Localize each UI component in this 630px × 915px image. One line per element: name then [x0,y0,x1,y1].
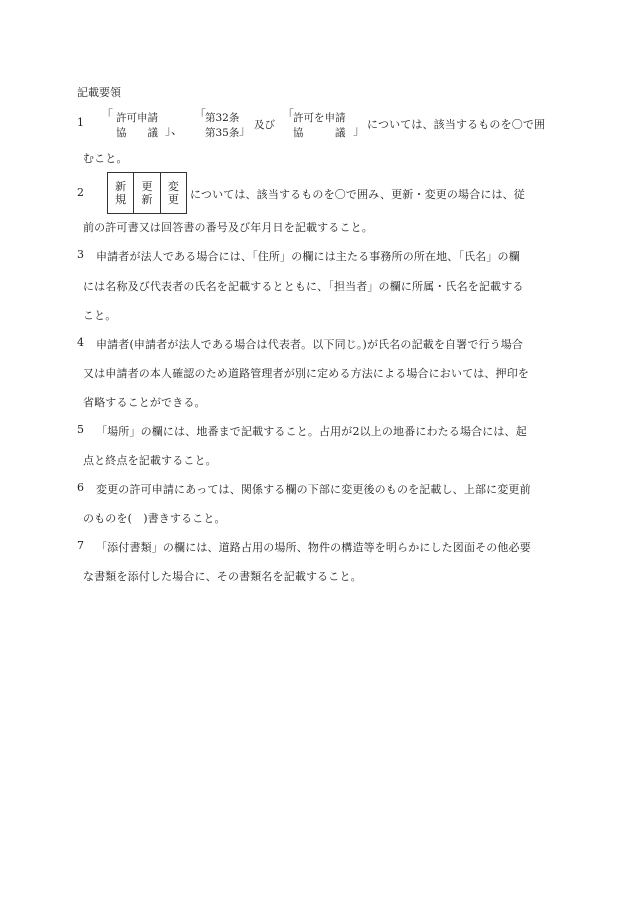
item-4-number: 4 [77,336,84,349]
item-4-line-1: 申請者(申請者が法人である場合は代表者。以下同じ。)が氏名の記載を自署で行う場合 [96,338,524,351]
category-cell-change-top: 変 [167,180,179,193]
page-title: 記載要領 [77,86,121,99]
item-6-line-2: のものを( )書きすること。 [83,512,226,525]
item-1-group-1-top: 許可申請 [116,112,158,124]
item-3-line-1: 申請者が法人である場合には、「住所」の欄には主たる事務所の所在地、「氏名」の欄 [96,250,520,263]
item-5-line-2: 点と終点を記載すること。 [83,454,217,467]
item-2-number: 2 [77,186,84,199]
category-cell-change-bottom: 更 [167,193,179,206]
item-1-text-line-2: むこと。 [83,152,128,165]
item-5-number: 5 [77,423,84,436]
item-7-number: 7 [77,539,84,552]
item-1-group-3-open: 「 [282,108,295,122]
category-box [107,172,187,214]
category-cell-renew [133,173,159,213]
item-1-group-3-top: 許可を申請 [293,112,346,124]
item-4-line-2: 又は申請者の本人確認のため道路管理者が別に定める方法による場合においては、押印を [83,367,529,380]
category-cell-new [108,173,133,213]
item-1-group-3-bottom: 協 議 [293,127,346,139]
category-cell-change [160,173,186,213]
item-1-joiner: 及び [254,119,275,131]
item-1-group-2-bottom: 第35条 [205,127,240,139]
item-2-text-line-1: については、該当するものを〇で囲み、更新・変更の場合には、従 [190,188,525,201]
category-cell-new-bottom: 規 [115,193,127,206]
category-cell-renew-bottom: 新 [141,193,153,206]
item-3-line-3: こと。 [83,309,117,322]
item-1-number: 1 [77,116,84,129]
item-3-number: 3 [77,248,84,261]
item-3-line-2: には名称及び代表者の氏名を記載するとともに、「担当者」の欄に所属・氏名を記載する [83,280,524,293]
item-7-line-2: な書類を添付した場合に、その書類名を記載すること。 [83,570,362,583]
item-6-number: 6 [77,481,84,494]
item-5-line-1: 「場所」の欄には、地番まで記載すること。占用が2以上の地番にわたる場合には、起 [96,425,527,438]
item-1-group-1-bottom: 協 議 [116,127,158,139]
item-6-line-1: 変更の許可申請にあっては、関係する欄の下部に変更後のものを記載し、上部に変更前 [96,483,531,496]
item-4-line-3: 省略することができる。 [83,396,206,409]
item-2-text-line-2: 前の許可書又は回答書の番号及び年月日を記載すること。 [83,221,373,234]
item-1-group-2-top: 第32条 [205,112,240,124]
item-1-group-2-close: 」 [239,123,252,137]
item-1-group-1-open: 「 [101,108,114,122]
category-cell-new-top: 新 [115,180,127,193]
item-1-text-line-1: については、該当するものを〇で囲 [367,118,546,131]
item-7-line-1: 「添付書類」の欄には、道路占用の場所、物件の構造等を明らかにした図面その他必要 [96,541,531,554]
item-1-group-1-close: 」、 [165,123,184,137]
item-1-group-3-close: 」 [353,123,366,137]
category-cell-renew-top: 更 [141,180,153,193]
item-1-group-2-open: 「 [194,108,207,122]
